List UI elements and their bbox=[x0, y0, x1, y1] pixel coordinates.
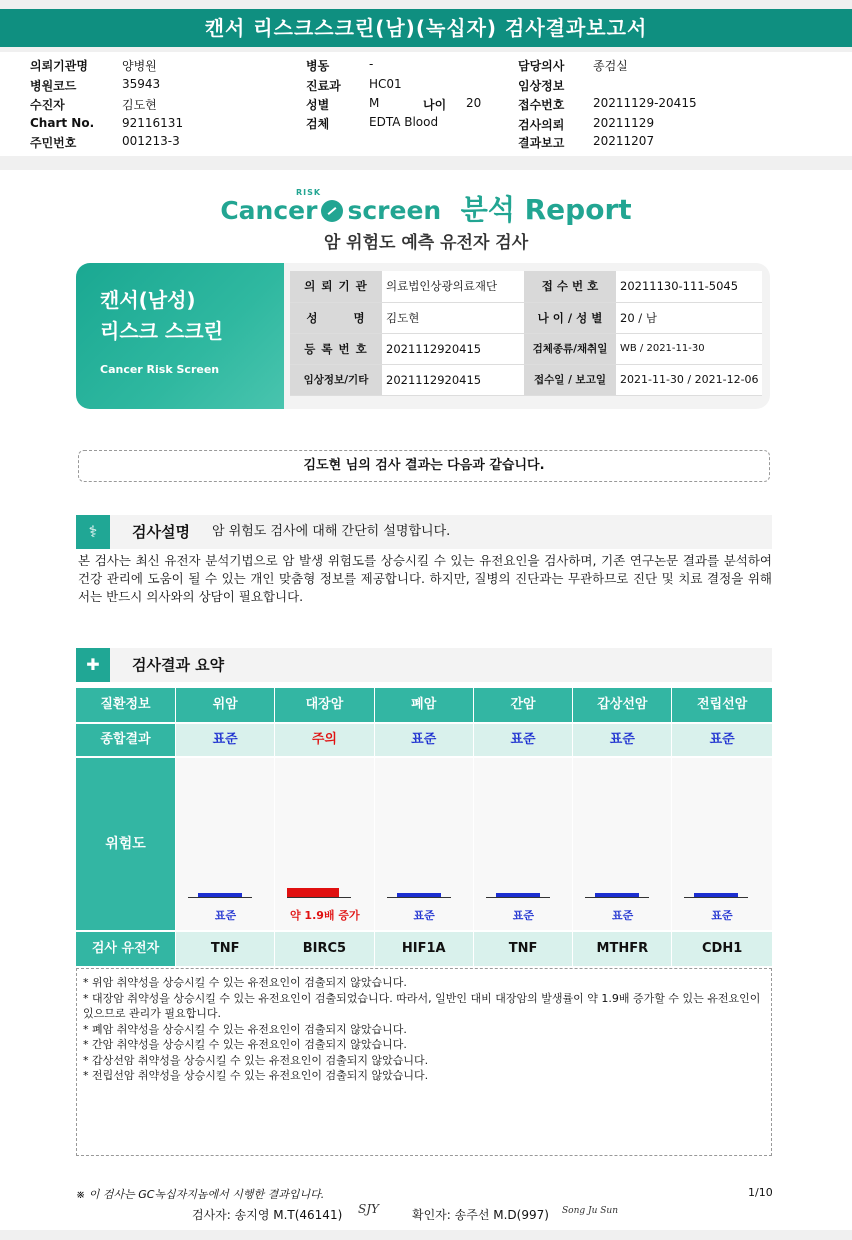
header-label: 나이 bbox=[423, 98, 447, 112]
logo-cancer: Cancer bbox=[220, 196, 318, 225]
section-subtitle: 암 위험도 검사에 대해 간단히 설명합니다. bbox=[212, 524, 451, 539]
risk-baseline bbox=[684, 897, 748, 898]
header-label: 검체 bbox=[306, 117, 330, 131]
risk-cell bbox=[375, 758, 474, 930]
note-line: * 대장암 취약성을 상승시킬 수 있는 유전요인이 검출되었습니다. 따라서, 일반인 대비 대장암의 발생률이 약 1.9배 증가할 수 있는 유전요인이 있으므로 관리가 필요합니다. bbox=[83, 991, 761, 1020]
note-line: * 전립선암 취약성을 상승시킬 수 있는 유전요인이 검출되지 않았습니다. bbox=[83, 1069, 429, 1082]
risk-cell bbox=[176, 758, 275, 930]
section-title: 검사설명 bbox=[132, 523, 190, 541]
header-label: 진료과 bbox=[306, 79, 341, 93]
description-text: 본 검사는 최신 유전자 분석기법으로 암 발생 위험도를 상승시킬 수 있는 유전요인을 검사하며, 기존 연구논문 결과를 분석하여 건강 관리에 도움이 될 수 있는 개인 맞춤형 정보를 제공합니다. 하지만, 질병의 진단과는 무관하므로 진단 및 치료 결정을 위해서는 반드시 의사와의 상담이 필요합니다. bbox=[78, 553, 772, 604]
risk-label: 표준 bbox=[214, 909, 237, 922]
row-label: 검사 유전자 bbox=[76, 932, 176, 966]
disease-cell: 갑상선암 bbox=[573, 688, 672, 722]
header-label: 담당의사 bbox=[518, 59, 565, 73]
info-value: 2021-11-30 / 2021-12-06 bbox=[616, 364, 762, 395]
result-cell: 표준 bbox=[474, 724, 573, 756]
card-title-line1: 캔서(남성) bbox=[100, 288, 196, 312]
result-row bbox=[76, 724, 772, 756]
disease-cell: 위암 bbox=[176, 688, 275, 722]
header-value: 35943 bbox=[122, 77, 161, 91]
row-label: 질환정보 bbox=[76, 688, 176, 722]
header-value: 양병원 bbox=[122, 59, 157, 73]
result-cell: 표준 bbox=[573, 724, 672, 756]
page-number: 1/10 bbox=[748, 1186, 773, 1199]
info-key: 임상정보/기타 bbox=[290, 364, 382, 395]
header-value: 20 bbox=[466, 96, 482, 110]
result-cell: 주의 bbox=[275, 724, 374, 756]
stethoscope-icon: ⚕ bbox=[76, 515, 110, 549]
risk-cell bbox=[275, 758, 374, 930]
header-value: 20211207 bbox=[593, 134, 655, 148]
header-label: 임상정보 bbox=[518, 79, 565, 93]
result-cell: 표준 bbox=[709, 732, 735, 747]
result-notes bbox=[76, 968, 772, 1156]
gene-row bbox=[76, 932, 772, 966]
header-label: 수진자 bbox=[30, 98, 65, 112]
disease-cell: 대장암 bbox=[275, 688, 374, 722]
risk-baseline bbox=[287, 897, 351, 898]
risk-cell bbox=[474, 758, 573, 930]
confirmer-signature-mark: Song Ju Sun bbox=[562, 1206, 619, 1216]
card-title-en: Cancer Risk Screen bbox=[100, 363, 220, 376]
header-label: 병원코드 bbox=[30, 79, 77, 93]
brand-logo bbox=[0, 188, 852, 228]
disease-row bbox=[76, 688, 772, 722]
row-label: 종합결과 bbox=[76, 724, 176, 756]
info-value: 20211130-111-5045 bbox=[616, 271, 762, 302]
risk-label: 표준 bbox=[711, 909, 733, 922]
info-value: WB / 2021-11-30 bbox=[616, 333, 762, 364]
patient-header bbox=[0, 52, 852, 156]
table-row bbox=[290, 364, 762, 395]
card-title-line2: 리스크 스크린 bbox=[100, 319, 223, 343]
report-title: 캔서 리스크스크린(남)(녹십자) 검사결과보고서 bbox=[0, 9, 852, 47]
info-value: 2021112920415 bbox=[382, 333, 524, 364]
info-key: 접 수 번 호 bbox=[524, 271, 616, 302]
result-cell: 표준 bbox=[375, 724, 474, 756]
header-value: - bbox=[369, 57, 374, 71]
risk-label: 약 1.9배 증가 bbox=[289, 909, 360, 922]
risk-row bbox=[76, 758, 772, 930]
logo-screen: screen bbox=[347, 196, 442, 225]
gene-cell: TNF bbox=[176, 932, 275, 966]
logo-risk-tag: RISK bbox=[296, 188, 322, 197]
header-value: 20211129 bbox=[593, 116, 655, 130]
header-value: HC01 bbox=[369, 77, 402, 91]
header-value: 92116131 bbox=[122, 116, 184, 130]
gene-cell: HIF1A bbox=[375, 932, 474, 966]
card-banner bbox=[76, 263, 284, 409]
report-page bbox=[0, 170, 852, 1230]
info-key: 접수일 / 보고일 bbox=[524, 364, 616, 395]
gene-cell: BIRC5 bbox=[275, 932, 374, 966]
disease-cell: 간암 bbox=[474, 688, 573, 722]
header-label: 주민번호 bbox=[30, 136, 77, 150]
risk-baseline bbox=[585, 897, 649, 898]
info-value: 2021112920415 bbox=[382, 364, 524, 395]
note-line: * 갑상선암 취약성을 상승시킬 수 있는 유전요인이 검출되지 않았습니다. bbox=[83, 1053, 429, 1067]
summary-table bbox=[76, 688, 772, 966]
header-value: 20211129-20415 bbox=[593, 96, 697, 110]
result-cell: 표준 bbox=[176, 724, 275, 756]
header-label: 성별 bbox=[306, 98, 330, 112]
info-key: 나 이 / 성 별 bbox=[524, 302, 616, 333]
header-label: 결과보고 bbox=[518, 136, 565, 150]
gene-cell: CDH1 bbox=[702, 941, 743, 956]
risk-bar bbox=[397, 893, 441, 897]
report-subtitle: 암 위험도 예측 유전자 검사 bbox=[323, 233, 529, 253]
risk-bar bbox=[287, 888, 339, 897]
header-value: 001213-3 bbox=[122, 134, 180, 148]
header-label: 검사의뢰 bbox=[518, 118, 565, 132]
risk-cell bbox=[573, 758, 672, 930]
section-header-description bbox=[76, 515, 772, 549]
info-value: 20 / 남 bbox=[616, 302, 762, 333]
header-value: 김도현 bbox=[122, 98, 157, 112]
header-label: Chart No. bbox=[30, 116, 95, 130]
tester-signature-mark: SJY bbox=[358, 1202, 379, 1216]
risk-bar bbox=[694, 893, 738, 897]
risk-baseline bbox=[486, 897, 550, 898]
patient-info-table bbox=[290, 271, 762, 396]
disease-cell: 폐암 bbox=[375, 688, 474, 722]
info-key: 성 명 bbox=[290, 302, 382, 333]
risk-bar bbox=[198, 893, 242, 897]
risk-bar bbox=[595, 893, 639, 897]
header-value: EDTA Blood bbox=[369, 115, 439, 129]
header-label: 접수번호 bbox=[518, 98, 565, 112]
tester-signature-line: 검사자: 송지영 M.T(46141) bbox=[192, 1208, 343, 1222]
note-line: * 간암 취약성을 상승시킬 수 있는 유전요인이 검출되지 않았습니다. bbox=[83, 1038, 407, 1051]
table-row bbox=[290, 271, 762, 302]
risk-baseline bbox=[188, 897, 252, 898]
info-value: 의료법인상광의료재단 bbox=[382, 271, 524, 302]
header-label: 의뢰기관명 bbox=[30, 59, 88, 73]
gene-cell: TNF bbox=[474, 932, 573, 966]
info-key: 등 록 번 호 bbox=[290, 333, 382, 364]
disease-cell: 전립선암 bbox=[697, 697, 748, 712]
section-title: 검사결과 요약 bbox=[132, 656, 225, 674]
gene-cell: MTHFR bbox=[573, 932, 672, 966]
info-key: 의 뢰 기 관 bbox=[290, 271, 382, 302]
risk-label: 표준 bbox=[612, 909, 634, 922]
risk-label: 표준 bbox=[413, 909, 435, 922]
row-label: 위험도 bbox=[76, 758, 176, 930]
header-value: 종검실 bbox=[593, 59, 628, 73]
result-greeting: 김도현 님의 검사 결과는 다음과 같습니다. bbox=[78, 450, 770, 482]
table-row bbox=[290, 302, 762, 333]
medical-folder-icon: ✚ bbox=[76, 648, 110, 682]
patient-info-card bbox=[76, 263, 770, 409]
header-value: M bbox=[369, 96, 380, 110]
section-header-summary bbox=[76, 648, 772, 682]
header-label: 병동 bbox=[306, 59, 330, 73]
table-row bbox=[290, 333, 762, 364]
risk-bar bbox=[496, 893, 540, 897]
risk-baseline bbox=[387, 897, 451, 898]
confirmer-signature-line: 확인자: 송주선 M.D(997) bbox=[412, 1208, 549, 1222]
note-line: * 위암 취약성을 상승시킬 수 있는 유전요인이 검출되지 않았습니다. bbox=[83, 976, 407, 989]
info-value: 김도현 bbox=[382, 302, 524, 333]
note-line: * 폐암 취약성을 상승시킬 수 있는 유전요인이 검출되지 않았습니다. bbox=[83, 1022, 407, 1036]
logo-report: 분석 Report bbox=[460, 193, 632, 226]
footer-note: ※ 이 검사는 GC녹십자지놈에서 시행한 결과입니다. bbox=[76, 1188, 325, 1201]
risk-label: 표준 bbox=[512, 909, 535, 922]
logo-mark-icon bbox=[321, 200, 343, 222]
info-key: 검체종류/채취일 bbox=[524, 333, 616, 364]
risk-cell bbox=[672, 758, 771, 930]
